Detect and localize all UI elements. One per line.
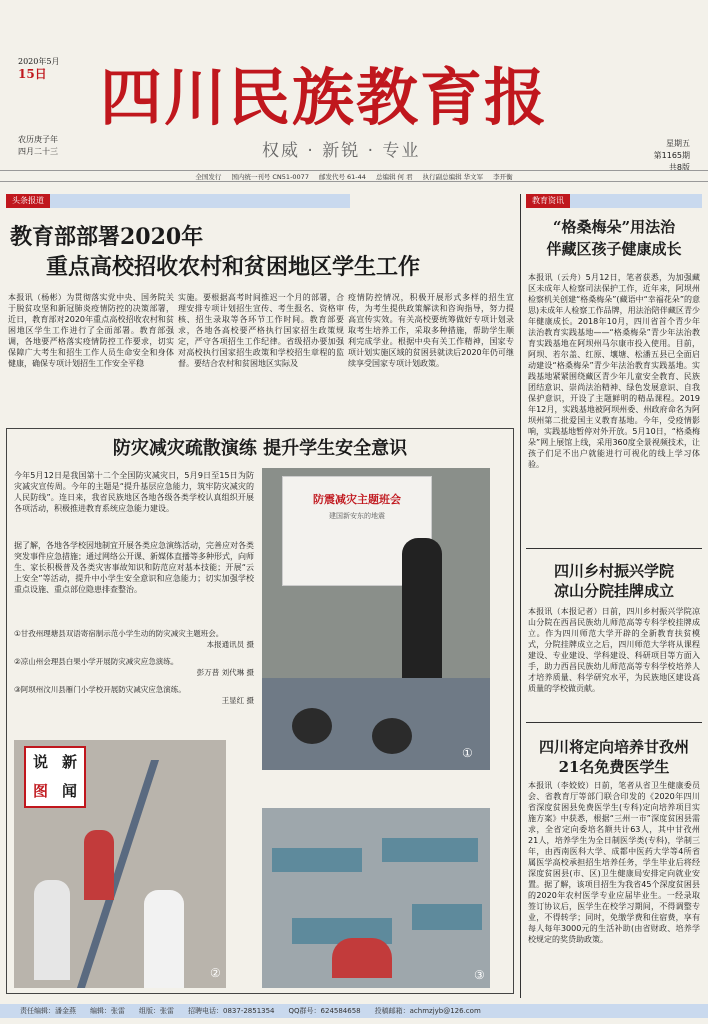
story1-title-line-1: “格桑梅朵”用法治 [552,218,676,236]
stamp-char: 图 [32,782,48,800]
story1-body: 本报讯（云舟）5月12日，笔者获悉，为加强藏区未成年人检察司法保护工作，近年来，阿坝州检察机关创建“格桑梅朵”(藏语中“幸福花朵”的意思)未成年人检察工作品牌，用法治陪伴藏区青少年健康成长。2018年10月，四川省首个青少年法治教育实践基地——“格桑梅朵”青少年法治教育实践基地在阿坝州马尔康市投入使用。目前，阿坝、若尔盖、红原、壤塘、松潘五县已全面启动建设“格桑梅朵”青少年法治教育实践基地。实践基地紧紧围绕藏区青少年儿童安全教育、民族团结意识、崇尚法治精神、绿色发展意识、自我保护意识，开设了主题鲜明的精品课程。2019年12月，实践基地被阿坝州委、州政府命名为阿坝州第二批爱国主义教育基地。今年，受疫情影响，实践基地暂停对外开放。5月10日，“格桑梅朵”网上展馆上线，采用360度全景视频技术，让孩子们足不出户就能进行可视化的线上学习体验。 [528,273,700,469]
section-tag: 头条报道 [6,194,50,208]
slogan: 权威 · 新锐 · 专业 [262,141,421,161]
stamp-char: 闻 [61,782,77,800]
info-item: 全国发行 [195,172,222,181]
stamp-char: 新 [61,753,77,771]
photo-classroom-lesson [262,468,490,770]
slide-subtitle: 建国新安东的地震 [329,512,385,520]
photo-number: ③ [474,968,485,982]
caption-1: ①甘孜州理塘县双语寄宿制示范小学生动的防灾减灾主题班会。 [14,629,224,638]
photo-stairwell-drill [14,740,226,988]
feature-title: 防灾减灾疏散演练 提升学生安全意识 [112,438,408,459]
weekday: 星期五 [666,139,690,148]
footer-item: 责任编辑：潘金燕 [20,1007,76,1015]
news-stamp [24,746,86,808]
news-section-bar [526,194,702,208]
caption-3: ③阿坝州汶川县雁门小学校开展防灾减灾应急演练。 [14,685,186,694]
issue-block [654,138,690,174]
caption-3-credit: 王显红 摄 [221,696,254,705]
date-month: 2020年5月 [18,57,60,66]
section-tag: 教育资讯 [526,194,570,208]
story2-body: 本报讯（本报记者）日前，四川乡村振兴学院凉山分院在西昌民族幼儿师范高等专科学校挂牌成立。作为四川师范大学开辟的全新教育扶贫模式，分院挂牌成立之后，四川师范大学将从课程建设、专业建设、学科建设、科研项目等方面入手，助力西昌民族幼儿师范高等专科学校培养人才培养质量、科学研究水平，为民族地区建设高质量的学校做贡献。 [528,607,700,693]
story-divider [526,548,702,549]
desk [272,848,362,872]
photo-number: ② [210,966,221,980]
student-figure [144,890,184,988]
feature-intro: 今年5月12日是我国第十二个全国防灾减灾日，5月9日至15日为防灾减灾宣传周。今年的主题是“提升基层应急能力，筑牢防灾减灾的人民防线”。连日来，我省民族地区各地各级各类学校认真组织开展各项活动，积极推进教育系统应急能力建设。 [14,471,254,513]
headline-column-3: 疫情防控情况，积极开展形式多样的招生宣传，为考生提供政策解读和咨询指导，努力提高宣传实效。有关高校要统筹做好专项计划录取考生培养工作，采取多种措施，帮助学生顺利完成学业。根据中央有关工作精神，国家专项计划实施区域的贫困县就读后2020年仍可继续享受国家专项计划政策。 [348,293,514,368]
lunar-line-2: 四月二十三 [18,147,58,156]
info-item: 总编辑 何 君 [375,172,413,181]
headline-line-1: 教育部部署2020年 [10,224,204,250]
student-figure [332,938,392,978]
info-item: 执行副总编辑 华文军 [422,172,484,181]
photo-desk-drill [262,808,490,988]
student-head [292,708,332,744]
headline-section-bar [6,194,350,208]
footer-item: 编辑：张雷 [90,1007,125,1015]
photo-number: ① [462,746,473,760]
student-figure [84,830,114,900]
desk [382,838,478,862]
teacher-figure [402,538,442,688]
page-count: 共8版 [668,163,690,172]
story3-title-line-1: 四川将定向培养甘孜州 [538,738,689,756]
newspaper-title: 四川民族教育报 [100,61,549,134]
story2-title-line-1: 四川乡村振兴学院 [553,562,674,580]
info-item: 国内统一刊号 CN51-0077 [231,172,309,181]
desk [412,904,482,930]
footer-bar [0,1004,708,1018]
feature-body: 据了解，各地各学校因地制宜开展各类应急演练活动，完善应对各类突发事件应急措施；通过网络公开课、新媒体直播等多种形式，向师生、家长积极普及各类灾害事故知识和防范应对基本技能；开展“云上安全”等活动，提升中小学生安全意识和应急能力；切实加强学校重点设施、重点部位隐患排查整治。 [14,541,254,594]
footer-item: 投稿邮箱：achmzjyb@126.com [374,1007,481,1015]
captions-block [14,628,254,706]
headline-line-2: 重点高校招收农村和贫困地区学生工作 [46,254,421,280]
footer-item: 组版：张雷 [139,1007,174,1015]
story3-body: 本报讯（李姣姣）日前，笔者从省卫生健康委员会、省教育厅等部门联合印发的《2020年四川省深度贫困县免费医学生(专科)定向培养项目实施方案》中获悉，根据“三州一市”深度贫困县需求，全省定向委培名额共计63人，其中甘孜州21人，培养学生为全日制医学类(专科)，学制三年，由西南医科大学、成都中医药大学等4所省属医学高校承担招生培养任务，学生毕业后将经深度贫困县(市、区)卫生健康局安排定向就业安置。据了解，该项目招生为我省45个深度贫困县的2020年农村医学专业应届毕业生。一经录取签订协议后，医学生在校学习期间，不得调整专业，不得转学；同时，免缴学费和住宿费，享有每人每年3000元的生活补助(由省财政、培养学校规定的奖贷助政策。 [528,781,700,944]
story1-title-line-2: 伴藏区孩子健康成长 [546,240,682,258]
student-figure [34,880,70,980]
column-divider [520,194,521,998]
publication-info-bar [0,170,708,182]
headline-column-2: 实施。要根据高考时间推迟一个月的部署，合理安排专项计划招生宣传、考生报名、资格审核、招生录取等各环节工作时间。教育部要求，各地各高校要严格执行国家招生政策规定，严守各项招生工作纪律。省级招办要加强对高校执行国家招生政策和学校招生章程的监督。要结合农村和贫困地区实际及 [178,293,344,368]
caption-2-credit: 彭万普 刘代琳 摄 [196,668,254,677]
stamp-char: 说 [32,753,48,771]
date-block [18,56,59,158]
caption-1-credit: 本报通讯员 摄 [206,640,254,649]
footer-item: 招聘电话：0837-2851354 [188,1007,275,1015]
footer-item: QQ群号：624584658 [288,1007,361,1015]
headline-column-1: 本报讯（杨彬）为贯彻落实党中央、国务院关于脱贫攻坚和新冠肺炎疫情防控的决策部署，近日，教育部对2020年重点高校招收农村和贫困地区学生工作进行了全面部署。教育部强调，各地要严格落实疫情防控工作要求，切实保障广大考生和招生工作人员生命安全和身体健康，确保专项计划招生工作安全平稳 [8,293,174,368]
story2-title-line-2: 凉山分院挂牌成立 [553,582,674,600]
date-day: 15日 [18,67,47,81]
info-item: 李开衡 [493,172,513,181]
slide-title: 防震减灾主题班会 [313,493,401,506]
student-head [372,718,412,754]
info-item: 邮发代号 61-44 [318,172,366,181]
story-divider [526,722,702,723]
caption-2: ②凉山州会理县白果小学开展防灾减灾应急演练。 [14,657,179,666]
issue-number: 第1165期 [653,151,690,160]
lunar-line-1: 农历庚子年 [18,135,58,144]
story3-title-line-2: 21名免费医学生 [558,758,670,776]
